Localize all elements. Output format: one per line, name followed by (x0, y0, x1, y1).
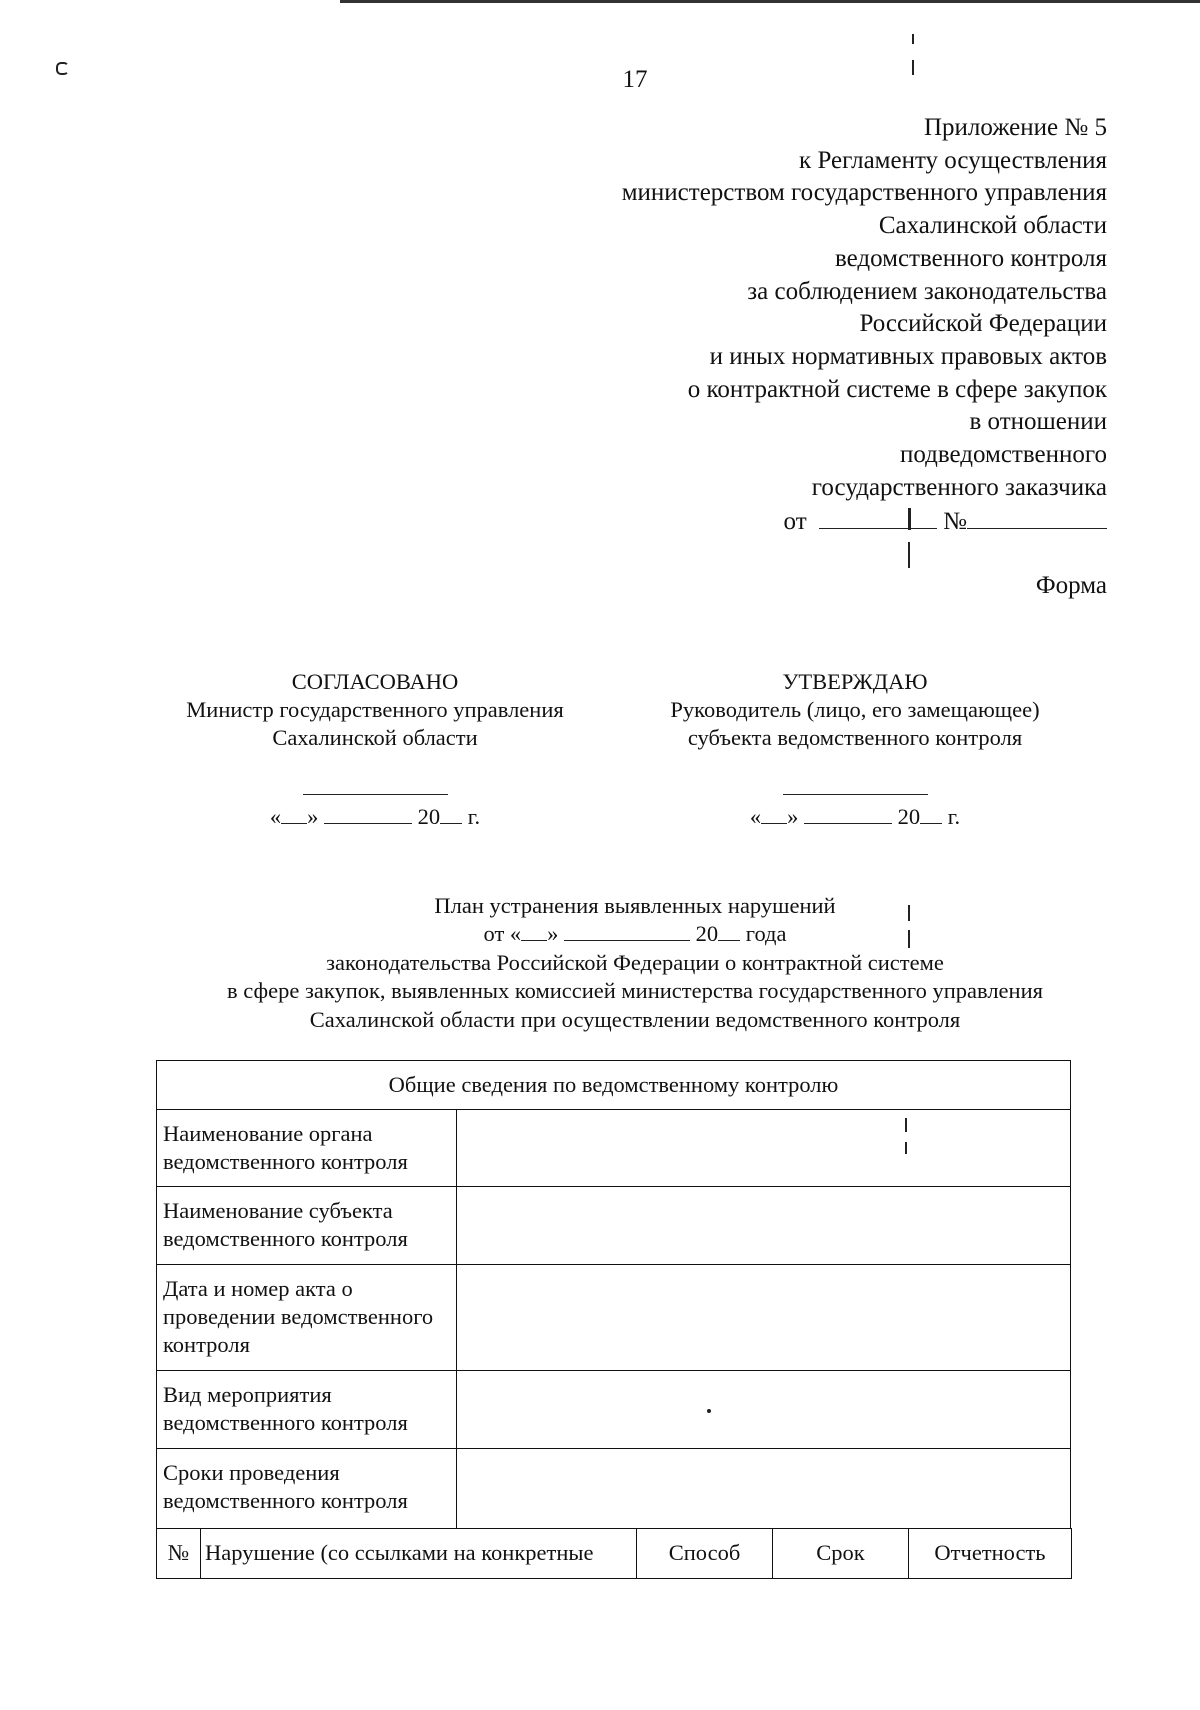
number-label: № (943, 508, 967, 536)
general-info-table (156, 1060, 1071, 1529)
plan-date-line (140, 920, 1130, 948)
month-blank (564, 920, 690, 941)
row-label: Сроки проведения ведомственного контроля (157, 1449, 457, 1529)
row-value[interactable] (457, 1371, 1071, 1449)
agreed-date (150, 803, 600, 831)
form-label: Форма (1035, 572, 1107, 599)
table-row (157, 1187, 1071, 1265)
agreed-block (150, 668, 600, 831)
year-blank (718, 920, 740, 941)
appendix-line: за соблюдением законодательства (747, 277, 1107, 305)
date-blank (819, 508, 937, 529)
from-label: от (783, 508, 807, 536)
day-blank (281, 803, 307, 824)
day-blank (761, 803, 787, 824)
appendix-header (467, 112, 1107, 539)
column-header-method: Способ (637, 1528, 773, 1579)
year-prefix: 20 (417, 804, 441, 829)
number-blank (967, 508, 1107, 529)
approve-title: УТВЕРЖДАЮ (782, 669, 928, 694)
agreed-region: Сахалинской области (272, 725, 478, 750)
scan-artifact-dot (707, 1409, 711, 1413)
general-info-header: Общие сведения по ведомственному контролю (157, 1061, 1071, 1110)
appendix-line: Приложение № 5 (923, 114, 1107, 141)
scan-artifact-mark (912, 60, 914, 75)
scan-edge-line (340, 0, 1200, 3)
appendix-line: Российской Федерации (859, 310, 1107, 338)
row-value[interactable] (457, 1110, 1071, 1187)
approve-signature-line (783, 794, 928, 795)
approve-position: Руководитель (лицо, его замещающее) (670, 697, 1040, 722)
page-number: 17 (622, 66, 648, 93)
row-value[interactable] (457, 1449, 1071, 1529)
plan-title-line: в сфере закупок, выявленных комиссией министерства государственного управления (227, 978, 1043, 1004)
table-row (157, 1371, 1071, 1449)
agreed-title: СОГЛАСОВАНО (291, 669, 459, 694)
appendix-line: о контрактной системе в сфере закупок (687, 375, 1107, 403)
scan-artifact-mark (56, 62, 69, 75)
year-blank (440, 803, 462, 824)
table-header-row (157, 1528, 1072, 1579)
appendix-date-number-line (467, 506, 1107, 539)
year-suffix: г. (947, 804, 961, 829)
violations-table (156, 1528, 1072, 1579)
row-label: Наименование субъекта ведомственного контроля (157, 1187, 457, 1265)
column-header-number: № (157, 1528, 201, 1579)
year-suffix: г. (467, 804, 481, 829)
scan-artifact-mark (908, 930, 910, 948)
date-quote-close: » (307, 804, 319, 829)
date-quote-close: » (787, 804, 799, 829)
year-prefix: 20 (695, 921, 719, 947)
column-header-deadline: Срок (773, 1528, 909, 1579)
year-blank (920, 803, 942, 824)
appendix-line: подведомственного (899, 441, 1107, 469)
row-label: Вид мероприятия ведомственного контроля (157, 1371, 457, 1449)
row-value[interactable] (457, 1265, 1071, 1371)
appendix-line: ведомственного контроля (834, 244, 1107, 272)
year-prefix: 20 (897, 804, 921, 829)
month-blank (324, 803, 412, 824)
approve-block (630, 668, 1080, 831)
plan-title-line: План устранения выявленных нарушений (434, 893, 836, 918)
appendix-line: государственного заказчика (811, 473, 1107, 501)
plan-date-close: » (547, 921, 559, 947)
plan-title (140, 892, 1130, 1034)
table-row (157, 1265, 1071, 1371)
appendix-line: в отношении (969, 408, 1107, 436)
approve-subject: субъекта ведомственного контроля (687, 725, 1023, 750)
agreed-signature-line (303, 794, 448, 795)
approve-date (630, 803, 1080, 831)
plan-date-from: от « (483, 921, 522, 947)
day-blank (521, 920, 547, 941)
date-quote-open: « (269, 804, 282, 829)
column-header-reporting: Отчетность (909, 1528, 1072, 1579)
scan-artifact-mark (908, 542, 910, 568)
date-quote-open: « (749, 804, 762, 829)
approval-signatures (150, 668, 1100, 848)
table-row (157, 1449, 1071, 1529)
table-header-row (157, 1061, 1071, 1110)
scan-artifact-mark (905, 1118, 907, 1132)
plan-title-line: законодательства Российской Федерации о контрактной системе (326, 949, 944, 975)
scan-artifact-mark (908, 905, 910, 921)
appendix-line: министерством государственного управления (621, 179, 1107, 207)
scan-artifact-mark (905, 1142, 907, 1154)
scan-artifact-mark (908, 508, 911, 530)
month-blank (804, 803, 892, 824)
agreed-position: Министр государственного управления (186, 697, 564, 722)
row-label: Дата и номер акта о проведении ведомственного контроля (157, 1265, 457, 1371)
row-label: Наименование органа ведомственного контроля (157, 1110, 457, 1187)
table-row (157, 1110, 1071, 1187)
scan-artifact-mark (912, 34, 914, 44)
appendix-line: Сахалинской области (878, 212, 1107, 240)
row-value[interactable] (457, 1187, 1071, 1265)
appendix-line: к Регламенту осуществления (799, 146, 1107, 174)
column-header-violation: Нарушение (со ссылками на конкретные (201, 1528, 637, 1579)
plan-title-line: Сахалинской области при осуществлении ведомственного контроля (309, 1006, 961, 1032)
year-suffix: года (745, 921, 787, 947)
appendix-line: и иных нормативных правовых актов (709, 342, 1107, 370)
